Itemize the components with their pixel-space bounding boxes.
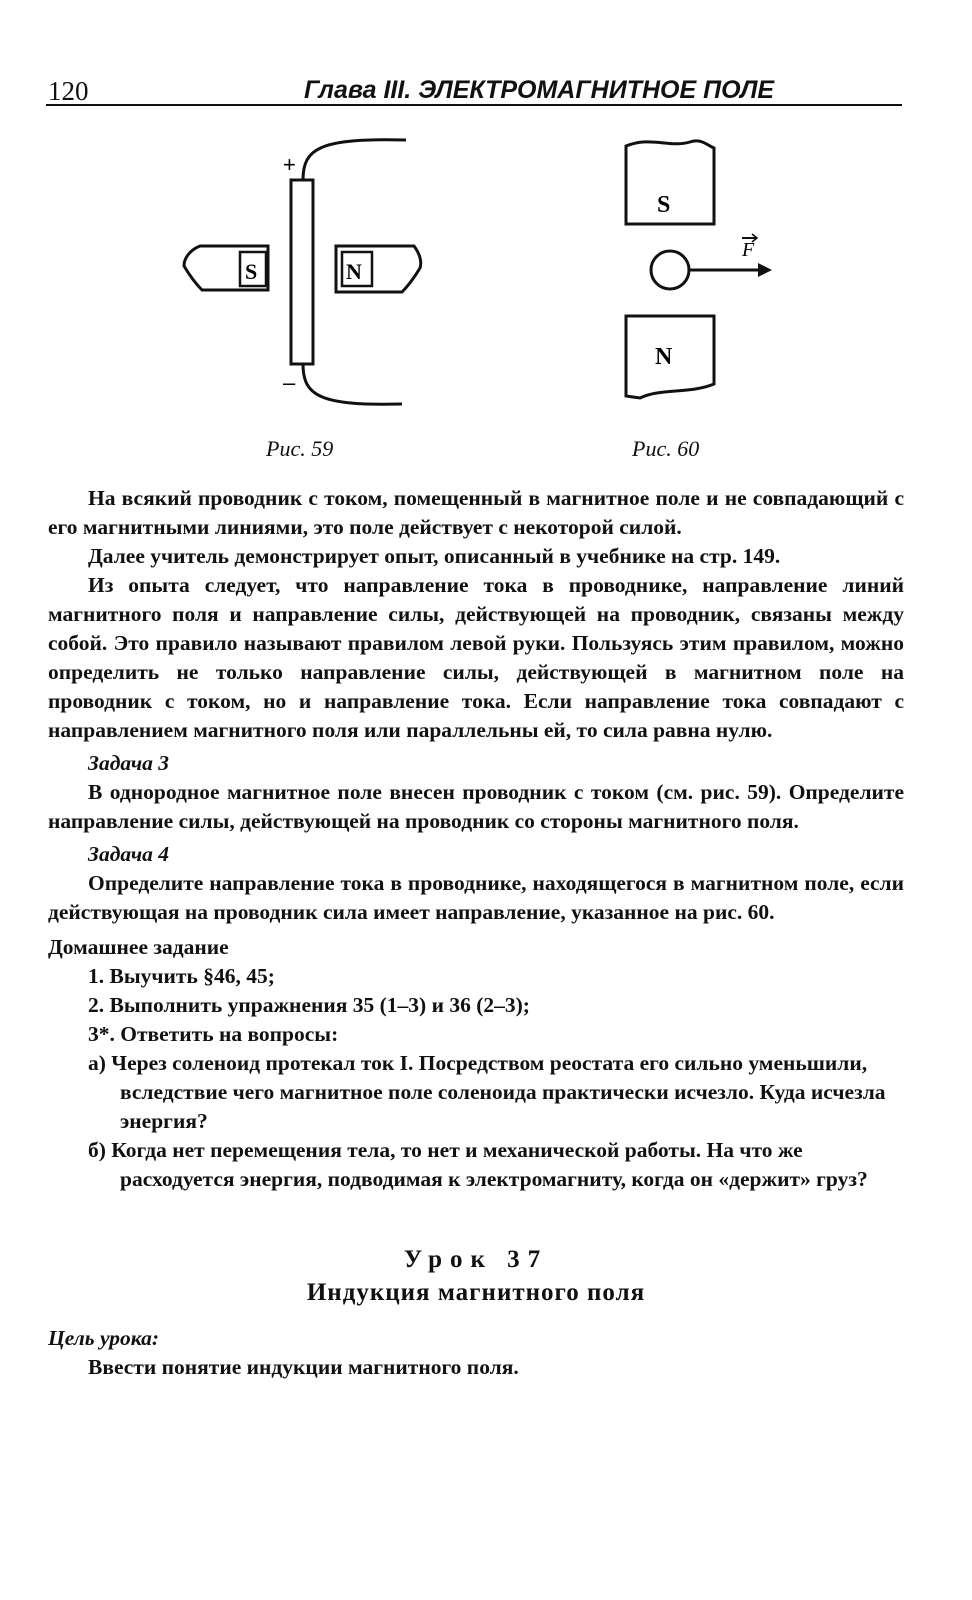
task-3-title: Задача 3	[88, 751, 169, 775]
conductor-cross-section	[651, 251, 689, 289]
paragraph: На всякий проводник с током, помещенный в магнитное поле и не совпадающий с его магнитными линиями, это поле действует с некоторой силой.	[48, 486, 904, 539]
pole-label-n: N	[346, 259, 362, 284]
force-label: F	[742, 239, 755, 261]
task-4-text: Определите направление тока в проводнике, находящегося в магнитном поле, если действующая на проводник сила имеет направление, указанное на рис. 60.	[48, 871, 904, 924]
lesson-goal-label: Цель урока:	[48, 1326, 159, 1350]
task-4-title: Задача 4	[88, 842, 169, 866]
homework-question: а) Через соленоид протекал ток I. Посредством реостата его сильно уменьшили, вследствие чего магнитное поле соленоида практически исчезло. Куда исчезла энергия?	[88, 1051, 886, 1133]
lesson-goal-text: Ввести понятие индукции магнитного поля.	[88, 1355, 519, 1379]
homework-item: 3*. Ответить на вопросы:	[88, 1022, 339, 1046]
paragraph: Из опыта следует, что направление тока в проводнике, направление линий магнитного поля и направление силы, действующей на проводник, связаны между собой. Это правило называют правилом левой руки. Пользуясь этим правилом, можно определить не только направление силы, действующей в магнитном поле на проводник с током, но и направление тока. Если направление тока совпадают с направлением магнитного поля или параллельны ей, то сила равна нулю.	[48, 573, 904, 742]
figure-59-caption: Рис. 59	[266, 436, 334, 461]
task-3-text: В однородное магнитное поле внесен проводник с током (см. рис. 59). Определите направление силы, действующей на проводник со стороны магнитного поля.	[48, 780, 904, 833]
pole-label-s: S	[245, 259, 258, 284]
page-body	[48, 484, 904, 1382]
paragraph: Далее учитель демонстрирует опыт, описанный в учебнике на стр. 149.	[88, 544, 781, 568]
pole-label-n: N	[655, 344, 673, 370]
wire-top	[303, 140, 406, 180]
lesson-label: Урок 37	[403, 1246, 549, 1273]
homework-item: 1. Выучить §46, 45;	[88, 964, 275, 988]
lesson-title: Индукция магнитного поля	[306, 1279, 646, 1306]
pole-label-s: S	[657, 192, 671, 218]
homework-item: 2. Выполнить упражнения 35 (1–3) и 36 (2–3);	[88, 993, 530, 1017]
homework-question: б) Когда нет перемещения тела, то нет и механической работы. На что же расходуется энергия, подводимая к электромагниту, когда он «держит» груз?	[88, 1138, 868, 1191]
homework-title: Домашнее задание	[48, 935, 229, 959]
figure-59	[170, 128, 440, 418]
conductor	[291, 180, 313, 364]
wire-bottom	[303, 364, 402, 404]
minus-sign: –	[283, 370, 296, 395]
chapter-title: Глава III. ЭЛЕКТРОМАГНИТНОЕ ПОЛЕ	[304, 76, 775, 104]
plus-sign: +	[283, 152, 296, 177]
figure-60-caption: Рис. 60	[632, 436, 700, 461]
page-number: 120	[48, 76, 89, 106]
figure-60	[610, 126, 790, 412]
page-header	[46, 74, 902, 106]
